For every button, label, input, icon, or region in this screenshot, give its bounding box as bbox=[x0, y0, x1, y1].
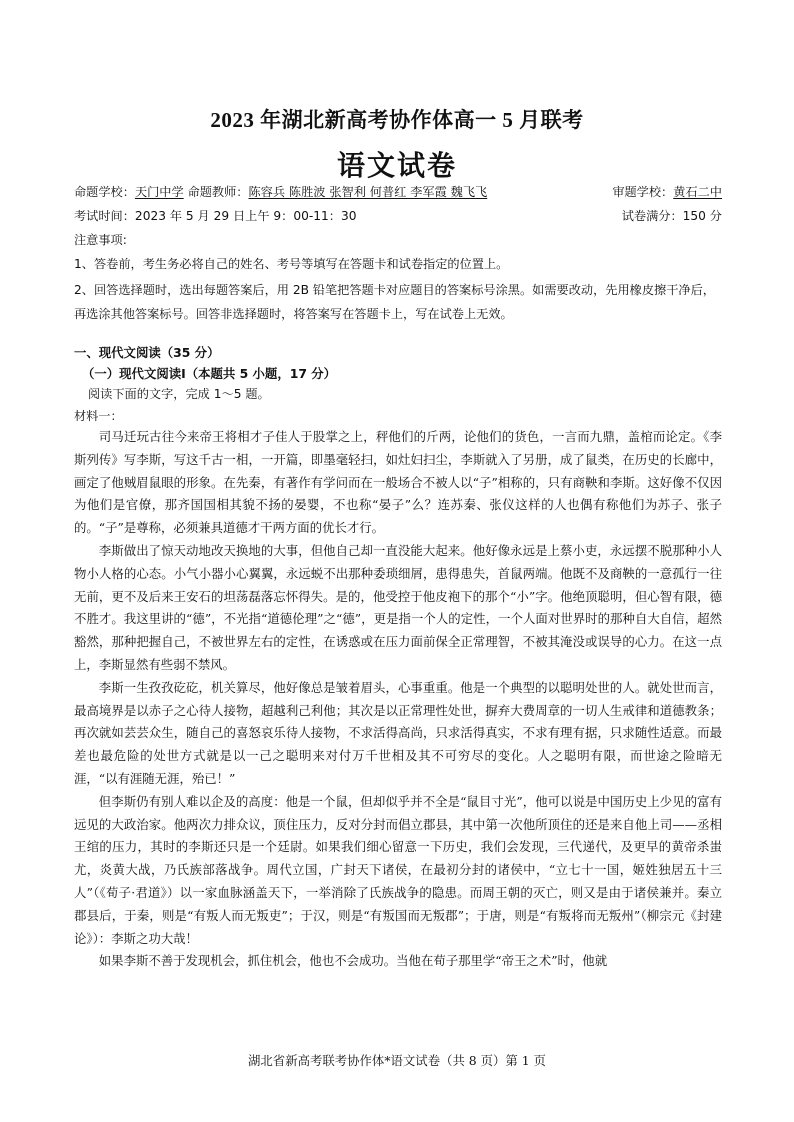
school-label: 命题学校： bbox=[74, 185, 135, 199]
full-score: 试卷满分：150 分 bbox=[621, 209, 722, 223]
passage-paragraph: 但李斯仍有别人难以企及的高度：他是一个鼠，但却似乎并不全是“鼠目寸光”，他可以说是中国历史上少见的富有远见的大政治家。他两次力排众议，顶住压力，反对分封而倡立郡县，其中第一次他所顶住的还是来自他上司——丞相王绾的压力，其时的李斯还只是一个廷尉。如果我们细心留意一下历史，我们会发现，三代递代，及更早的黄帝杀蚩尤，炎黄大战，乃氏族部落战争。周代立国，广封天下诸侯，在最初分封的诸侯中，“立七十一国，姬姓独居五十三人”（《荀子·君道》）以一家血脉涵盖天下，一举消除了氏族战争的隐患。而周王朝的灭亡，则又是由于诸侯兼并。秦立郡县后，于秦，则是“有叛人而无叛吏”；于汉，则是“有叛国而无叛郡”；于唐，则是“有叛将而无叛州”（柳宗元《封建论》）：李斯之功大哉！ bbox=[74, 793, 722, 946]
review-label: 审题学校： bbox=[612, 185, 674, 199]
subsection-heading: （一）现代文阅读Ⅰ（本题共 5 小题，17 分） bbox=[82, 366, 337, 381]
meta-line-time bbox=[74, 207, 722, 224]
passage-paragraph: 如果李斯不善于发现机会，抓住机会，他也不会成功。当他在荀子那里学“帝王之术”时，他就 bbox=[98, 953, 608, 969]
teachers-names: 陈容兵 陈胜波 张智利 何普红 李军霞 魏飞飞 bbox=[248, 185, 488, 199]
passage-body bbox=[74, 426, 722, 973]
page-footer: 湖北省新高考联考协作体*语文试卷（共 8 页）第 1 页 bbox=[248, 1053, 546, 1068]
notes-heading: 注意事项: bbox=[74, 233, 127, 247]
exam-time: 考试时间：2023 年 5 月 29 日上午 9：00-11：30 bbox=[74, 209, 357, 223]
section-heading: 一、现代文阅读（35 分） bbox=[74, 345, 220, 360]
exam-title: 2023 年湖北新高考协作体高一 5 月联考 bbox=[210, 108, 584, 132]
material-label: 材料一： bbox=[74, 409, 123, 423]
note-item: 2、回答选择题时，选出每题答案后，用 2B 铅笔把答题卡对应题目的答案标号涂黑。如需要改动，先用橡皮擦干净后，再选涂其他答案标号。回答非选择题时，将答案写在答题卡上，写在试卷上无效。 bbox=[74, 283, 715, 321]
teachers-label: 命题教师： bbox=[187, 185, 249, 199]
subject-title: 语文试卷 bbox=[336, 149, 457, 182]
passage-paragraph: 李斯一生孜孜矻矻，机关算尽，他好像总是皱着眉头，心事重重。他是一个典型的以聪明处世的人。就处世而言，最高境界是以赤子之心待人接物，超越利己利他；其次是以正常理性处世，摒弃大费周章的一切人生戒律和道德教条；再次就如芸芸众生，随自己的喜怒哀乐待人接物，不求活得高尚，只求活得真实，不求有理有据，只求随性适意。而最差也最危险的处世方式就是以一己之聪明来对付万千世相及其不可穷尽的变化。人之聪明有限，而世途之险暗无涯，“以有涯随无涯，殆已！” bbox=[74, 679, 722, 786]
review-school: 黄石二中 bbox=[673, 185, 722, 199]
note-item: 1、答卷前，考生务必将自己的姓名、考号等填写在答题卡和试卷指定的位置上。 bbox=[74, 257, 509, 271]
reading-instruction: 阅读下面的文字，完成 1～5 题。 bbox=[88, 387, 270, 401]
passage-paragraph: 司马迁玩古往今来帝王将相才子佳人于股掌之上，秤他们的斤两，论他们的货色，一言而九鼎，盖棺而论定。《李斯列传》写李斯，写这千古一相，一开篇，即墨毫轻扫，如灶妇扫尘，李斯就入了另册，成了鼠类，在历史的长廊中，画定了他贼眉鼠眼的形象。在先秦，有著作有学问而在一般场合不被人以“子”相称的，只有商鞅和李斯。这好像不仅因为他们是官僚，那齐国国相其貌不扬的晏婴，不也称“晏子”么？连苏秦、张仪这样的人也偶有称他们为苏子、张子的。“子”是尊称，必须兼具道德才干两方面的优长才行。 bbox=[74, 429, 722, 536]
meta-line-authors bbox=[74, 183, 722, 200]
passage-paragraph: 李斯做出了惊天动地改天换地的大事，但他自己却一直没能大起来。他好像永远是上蔡小吏，永远摆不脱那种小人物小人格的心态。小气小器小心翼翼，永远蜕不出那种委琐细屑，患得患失，首鼠两端。他既不及商鞅的一意孤行一往无前，更不及后来王安石的坦荡磊落忘怀得失。是的，他受控于他皮袍下的那个“小”字。他绝顶聪明，但心智有限，德不胜才。我这里讲的“德”，不光指“道德伦理”之“德”，更是指一个人的定性，一个人面对世界时的那种自大自信，超然豁然，那种把握自己，不被世界左右的定性，在诱惑或在压力面前保全正常理智，不被其淹没或误导的心力。在这一点上，李斯显然有些弱不禁风。 bbox=[74, 542, 722, 672]
school-name: 天门中学 bbox=[134, 185, 184, 199]
